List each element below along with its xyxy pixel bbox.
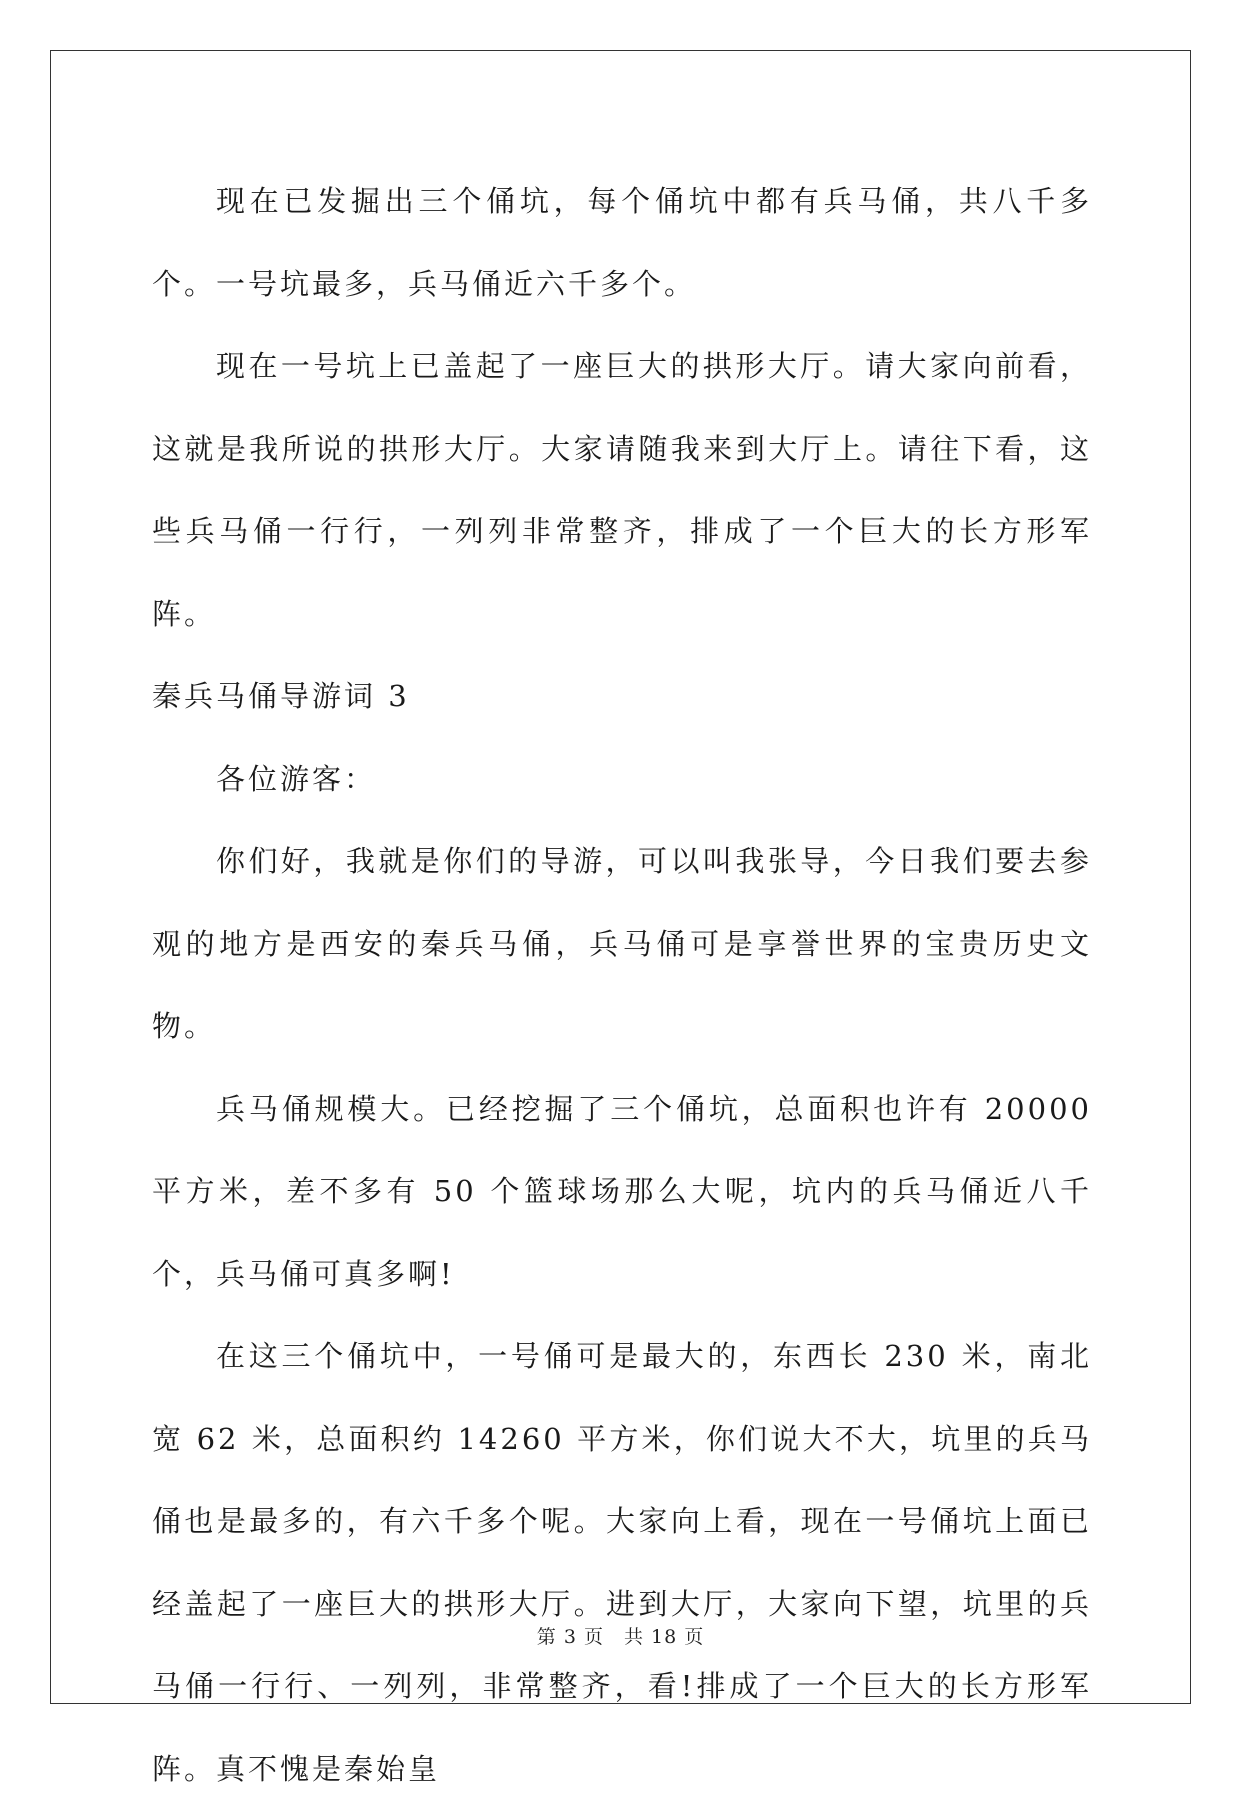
document-body — [152, 160, 1092, 1810]
paragraph: 现在已发掘出三个俑坑，每个俑坑中都有兵马俑，共八千多个。一号坑最多，兵马俑近六千多个。 — [152, 184, 1092, 301]
paragraph: 现在一号坑上已盖起了一座巨大的拱形大厅。请大家向前看，这就是我所说的拱形大厅。大家请随我来到大厅上。请往下看，这些兵马俑一行行，一列列非常整齐，排成了一个巨大的长方形军阵。 — [152, 349, 1092, 631]
paragraph: 兵马俑规模大。已经挖掘了三个俑坑，总面积也许有 20000 平方米，差不多有 50 个篮球场那么大呢，坑内的兵马俑近八千个，兵马俑可真多啊! — [152, 1091, 1092, 1291]
paragraph: 在这三个俑坑中，一号俑可是最大的，东西长 230 米，南北宽 62 米，总面积约 14260 平方米，你们说大不大，坑里的兵马俑也是最多的，有六千多个呢。大家向上看，现在一号俑坑上面已经盖起了一座巨大的拱形大厅。进到大厅，大家向下望，坑里的兵马俑一行行、一列列，非常整齐，看!排成了一个巨大的长方形军阵。真不愧是秦始皇 — [152, 1339, 1092, 1786]
greeting: 各位游客： — [216, 761, 377, 796]
paragraph: 你们好，我就是你们的导游，可以叫我张导，今日我们要去参观的地方是西安的秦兵马俑，兵马俑可是享誉世界的宝贵历史文物。 — [152, 844, 1092, 1043]
page-total: 共 18 页 — [623, 1626, 705, 1648]
page-footer — [0, 1622, 1241, 1649]
page-number: 第 3 页 — [536, 1626, 604, 1648]
section-title: 秦兵马俑导游词 3 — [152, 679, 410, 713]
